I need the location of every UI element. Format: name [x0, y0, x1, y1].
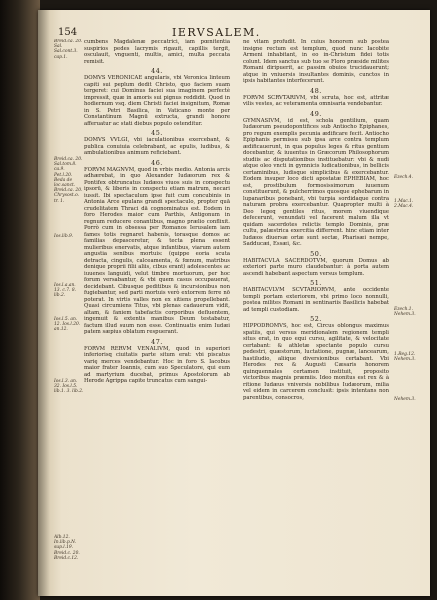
- section-number: 49.: [310, 109, 322, 118]
- margin-note: Alb.12. In.lib.p.N. sup.l.19. Breid.c. 20. Breid.c.12.: [54, 535, 80, 561]
- margin-note: 1.Mac.1. 2.Mac.4.: [394, 199, 414, 210]
- page-fold-shadow: [38, 10, 50, 596]
- margin-note: Ios.lib.9.: [54, 234, 74, 239]
- left-margin-notes: [54, 39, 84, 591]
- paragraph: HABITACVLA SACERDOTVM, quorum Domus ab exteriori parte muro claudebantur: à porta autem ascendi habebant aspectum versus templum.: [243, 257, 389, 277]
- margin-note: 1.Reg.12. Nehem.3.: [394, 352, 416, 363]
- paragraph: FORVM MAGNVM, quod in vrbis medio. Antonia arcis adhærebat, in quo Alexander Iudæorum rex & Pontifex obtruncatus Iudæos viuos suis in conspectu ipsorū, & liberis in conspectu etiam matrum, necari iussit. Ibi spectaculum ipse fuit cum concubinis in Antonia Arce epulans grandi spectaculo, propter quā crudelitatem Thraci dā cognominatus est. Eodem in foro Herodes maior cum Parthis, Antigonum in regnum reducere conantibus, magno prælio conflixit. Porrò cum in obsessa per Romanos Ierusalem iam fames totis regnaret habenis, torasque domos ac familias depasceretur, & tecta plena essent mulieribus enervatis, atque infantibus, viarum autem angustia senibus mortuis: (quippe eoria scuta detracta, cingulis, calceamenta, & fœnum, matribus denique proprii filii aliis, cibus erant) adolescentes ac iuuenes languidi, velut timbre mortuorum, per hoc forum versabantur, & vbi quem casus occupauerat, decidebant. Cibusque peditibus & incursionibus non fugiebantur, sed parti mortuis verò extorrem ferre nō poterat. In virtis valles non ex sitiens propellebant. Quasi circumiens Titus, vbi plenas cadauerum vidit, altam, & faniem tabefactis corporibus defluentem, ingemuit & extentis manibus Deum testabatur, factum illud suum non esse. Continuatis enim Iudæi patem sæpius oblatum respuerant.: [84, 166, 230, 335]
- margin-note: Ios.l.5. an. 12. Ios.l.20. an.12.: [54, 317, 81, 333]
- paragraph: FORVM SCRVTARIVM, vbi scruta, hoc est, attritæ vilis vestes, ac veteramenta omnisaria vendebantur.: [243, 94, 389, 107]
- section-number: 45.: [151, 129, 163, 137]
- left-text-column: [84, 39, 230, 591]
- paragraph: HABITACVLVM SCVTARIORVM, ante occidente templi portam exteriorem, vbi primo loco nonnulli, postea milites Romani in sentinariis Basilicis habebat ad templi custodiam.: [243, 287, 389, 313]
- right-text-column: [243, 39, 389, 591]
- margin-note: Ezech.4.: [394, 175, 413, 180]
- section-number: 52.: [310, 315, 322, 323]
- margin-note: Breid.ca. 20. Sal.tom.8. ca.9. Pet.l.20. Beda de loc.sanct. Breid.ca. 20. Chrysost.o. tr. 1.: [54, 157, 83, 204]
- book-page: [38, 10, 430, 596]
- paragraph: FORVM RERVM VENALIVM, quod in superiori inferiorisq ciuitatis parte situm erat: vbi piscatus varię merces vendebantur. Hoc in foro S. Iacobus maior frater Ioannis, cum suo Speculatore, qui eum ad martyrium ducebat, primus Apostolorum ab Herode Agrippa capite truncatus cum sangui-: [84, 345, 230, 384]
- section-number: 47.: [151, 337, 163, 346]
- margin-note: Ios.l.a.an. 13. c.7. 8. lib.2.: [54, 283, 77, 299]
- paragraph: ne vitam profudit. In cuius honorem sub postea insigne rectum est templum, quod nunc Iacobite Armeni inhabitant, in eo in-Christum fidei totis colunt. Idem sanctus sub tuo se Floro præside milites Romani diripuerit, ac passim obuios trucidauerunt; atque in vniuersis insultantes dominis, cunctos in ipsis habitantes interfecerunt.: [243, 39, 389, 84]
- paragraph: GYMNASIVM, id est, schola gentilium, quam Iudæorum pseudopontifices sub Antiocho Epiphanes, pro regum exemplis pecunia ædificare fecit. Antiocho Epiphanis permissu sub ipsa arce contra templum ædificauerunt, in qua populus leges & ritus gentium docebantur, & iuuentus in Græcorum Philosophorum studiis ac disputationibus instituebatur: vbi & nudi atque oleo vncti in gymnicis ludicationibus, in bellicis certaminibus, ludisque simplicibus & exercebantur. Eodem insuper loco dicti apostatæ EPHEBIAM, hoc est, prostibulum formosissimorum iuuenum constituerunt, & pulcherrimos quosque ephebarum in lupanaribus ponebant, vbi turpia sordidaque contra naturam probra exercebantur. Quapropter multi à Deo legeq gentiles ritus, morem viuendique defecerunt, venundati vel facerent malum illa vt quidam sacerdotes relictis templo Dominis, præ cultu, palæstrica exercitia differrent. hinc etiam inter Iudæos diuersæ ortæ sunt sectæ, Pharisæi nempe, Sadducæi, Essæi, &c.: [243, 117, 389, 247]
- section-number: 46.: [151, 158, 163, 167]
- section-number: 48.: [310, 86, 322, 95]
- margin-note: Ezech.1. Nehem.3.: [394, 307, 416, 318]
- running-head: IERVSALEM.: [172, 26, 261, 39]
- margin-note: Breid.ca. 20. Sal. Sal.cont.3. cap.1.: [54, 39, 83, 60]
- paragraph: DOMVS VERONICAE angularis, vbi Veronica linteum capiti sui peplum dedit Christo, quo faciem suam tergeret: cui Dominus faciei sua imaginem perfectè impressit, quæ in amoris sui pignus reddidit. Quod in hodiernum vsq. diem Christi faciei insignitum, Romæ in S. Petri Basilica, in Vaticano monte per Constantinum Magnū extructa, grandi honore afferuatur ac stati diebus populo ostenditur.: [84, 75, 230, 127]
- paragraph: cumbens Magdalenæ peccatrici, iam pœnitentia suspirios pedes lacrymis rigauit, capillis tergit, osculauit, vnguenti, multis, amici, multa peccata remisit.: [84, 39, 230, 65]
- section-number: 44.: [151, 67, 163, 75]
- margin-note: Nehem.3.: [394, 397, 416, 402]
- right-margin-notes: [394, 39, 424, 591]
- margin-note: Ios.l.3. an. 32. Ios.l.5. lib.1. 3. lib.2.: [54, 379, 84, 395]
- section-number: 50.: [310, 249, 322, 258]
- section-number: 51.: [310, 279, 322, 287]
- page-number: 154: [58, 27, 78, 38]
- book-gutter-shadow: [0, 0, 40, 600]
- paragraph: DOMVS VVLGI, vbi iaculationibus exercebant, & publica conuiuia celebrabant, ac epulis, ludibus, & ambulationibus animum reficiebant.: [84, 137, 230, 156]
- paragraph: HIPPODROMVS, hoc est, Circus oblongus maximus spatiis, qui versus meridionalem regionem templi situs erat, in quo equi cursu, agilitate, & velocitate certabant: & athletæ spectante populo cursu pedestri, quæstorum, luctatione, pugnæ, lancearum, hastiludio, aliique diversionibus certabant. Vbi Herodes rex & Augusti Cæsaris honorem quinquennales certamen instituit, proposito victoribus magnis præmiis. Ideo monitus est rex & à ritione Iudæus vniversis nobilibus Iudæorum, milia vel eidem in carcerem conclusit: ipsis intentans non parentibus, consocros,: [243, 323, 389, 401]
